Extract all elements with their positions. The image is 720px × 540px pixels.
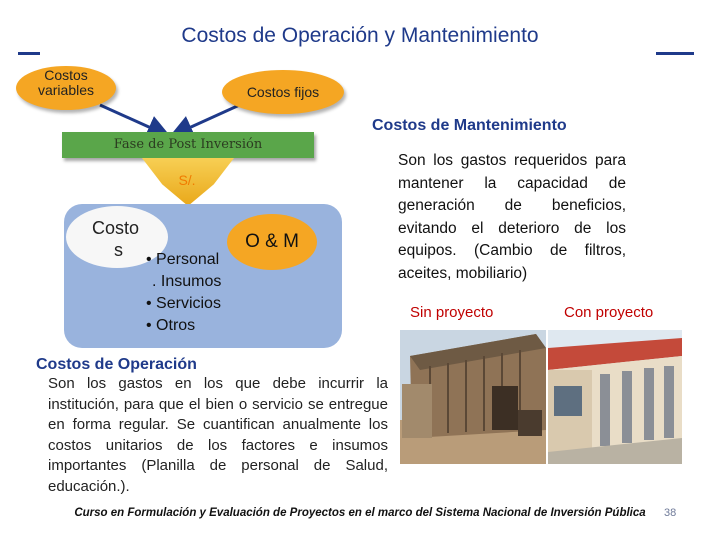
arrow-variables xyxy=(100,105,160,132)
list-item-otros: • Otros xyxy=(146,317,196,334)
costo-line2: s xyxy=(114,240,123,260)
costos-fijos-oval xyxy=(222,70,344,114)
costo-line1: Costo xyxy=(92,218,140,238)
con-proyecto-label: Con proyecto xyxy=(564,304,654,321)
post-inversion-banner: Fase de Post Inversión xyxy=(62,132,314,158)
operacion-heading: Costos de Operación xyxy=(36,356,197,373)
footer-course-text: Curso en Formulación y Evaluación de Proyectos en el marco del Sistema Nacional de Inversión Pública xyxy=(74,507,646,519)
om-oval: O & M xyxy=(227,214,317,270)
sin-proyecto-label: Sin proyecto xyxy=(410,304,494,321)
operacion-text: Son los gastos en los que debe incurrir la institución, para que el bien o servicio se entregue en forma regular. Se cuantifican anualmente los costos unitarios de los factores e insumos importantes (Planilla de personal de Salud, educación.). xyxy=(48,375,388,495)
con-proyecto-photo xyxy=(548,330,682,464)
funnel-label: S/. xyxy=(178,172,196,188)
costos-fijos-label: Costos fijos xyxy=(246,84,320,100)
page-number: 38 xyxy=(664,507,677,519)
costos-variables-label: Costos variables xyxy=(37,67,95,98)
sin-proyecto-photo xyxy=(400,330,546,464)
mantenimiento-heading: Costos de Mantenimiento xyxy=(372,117,567,134)
list-item-personal: • Personal xyxy=(146,251,220,268)
list-item-insumos: . Insumos xyxy=(152,273,222,290)
slide-title: Costos de Operación y Mantenimiento xyxy=(181,24,539,47)
mantenimiento-text: Son los gastos requeridos para mantener la capacidad de generación de beneficios, evitando el deterioro de los equipos. (Cambio de filtros, aceites, mobiliario) xyxy=(398,152,626,282)
list-item-servicios: • Servicios xyxy=(146,295,221,312)
costos-variables-oval xyxy=(16,66,116,110)
